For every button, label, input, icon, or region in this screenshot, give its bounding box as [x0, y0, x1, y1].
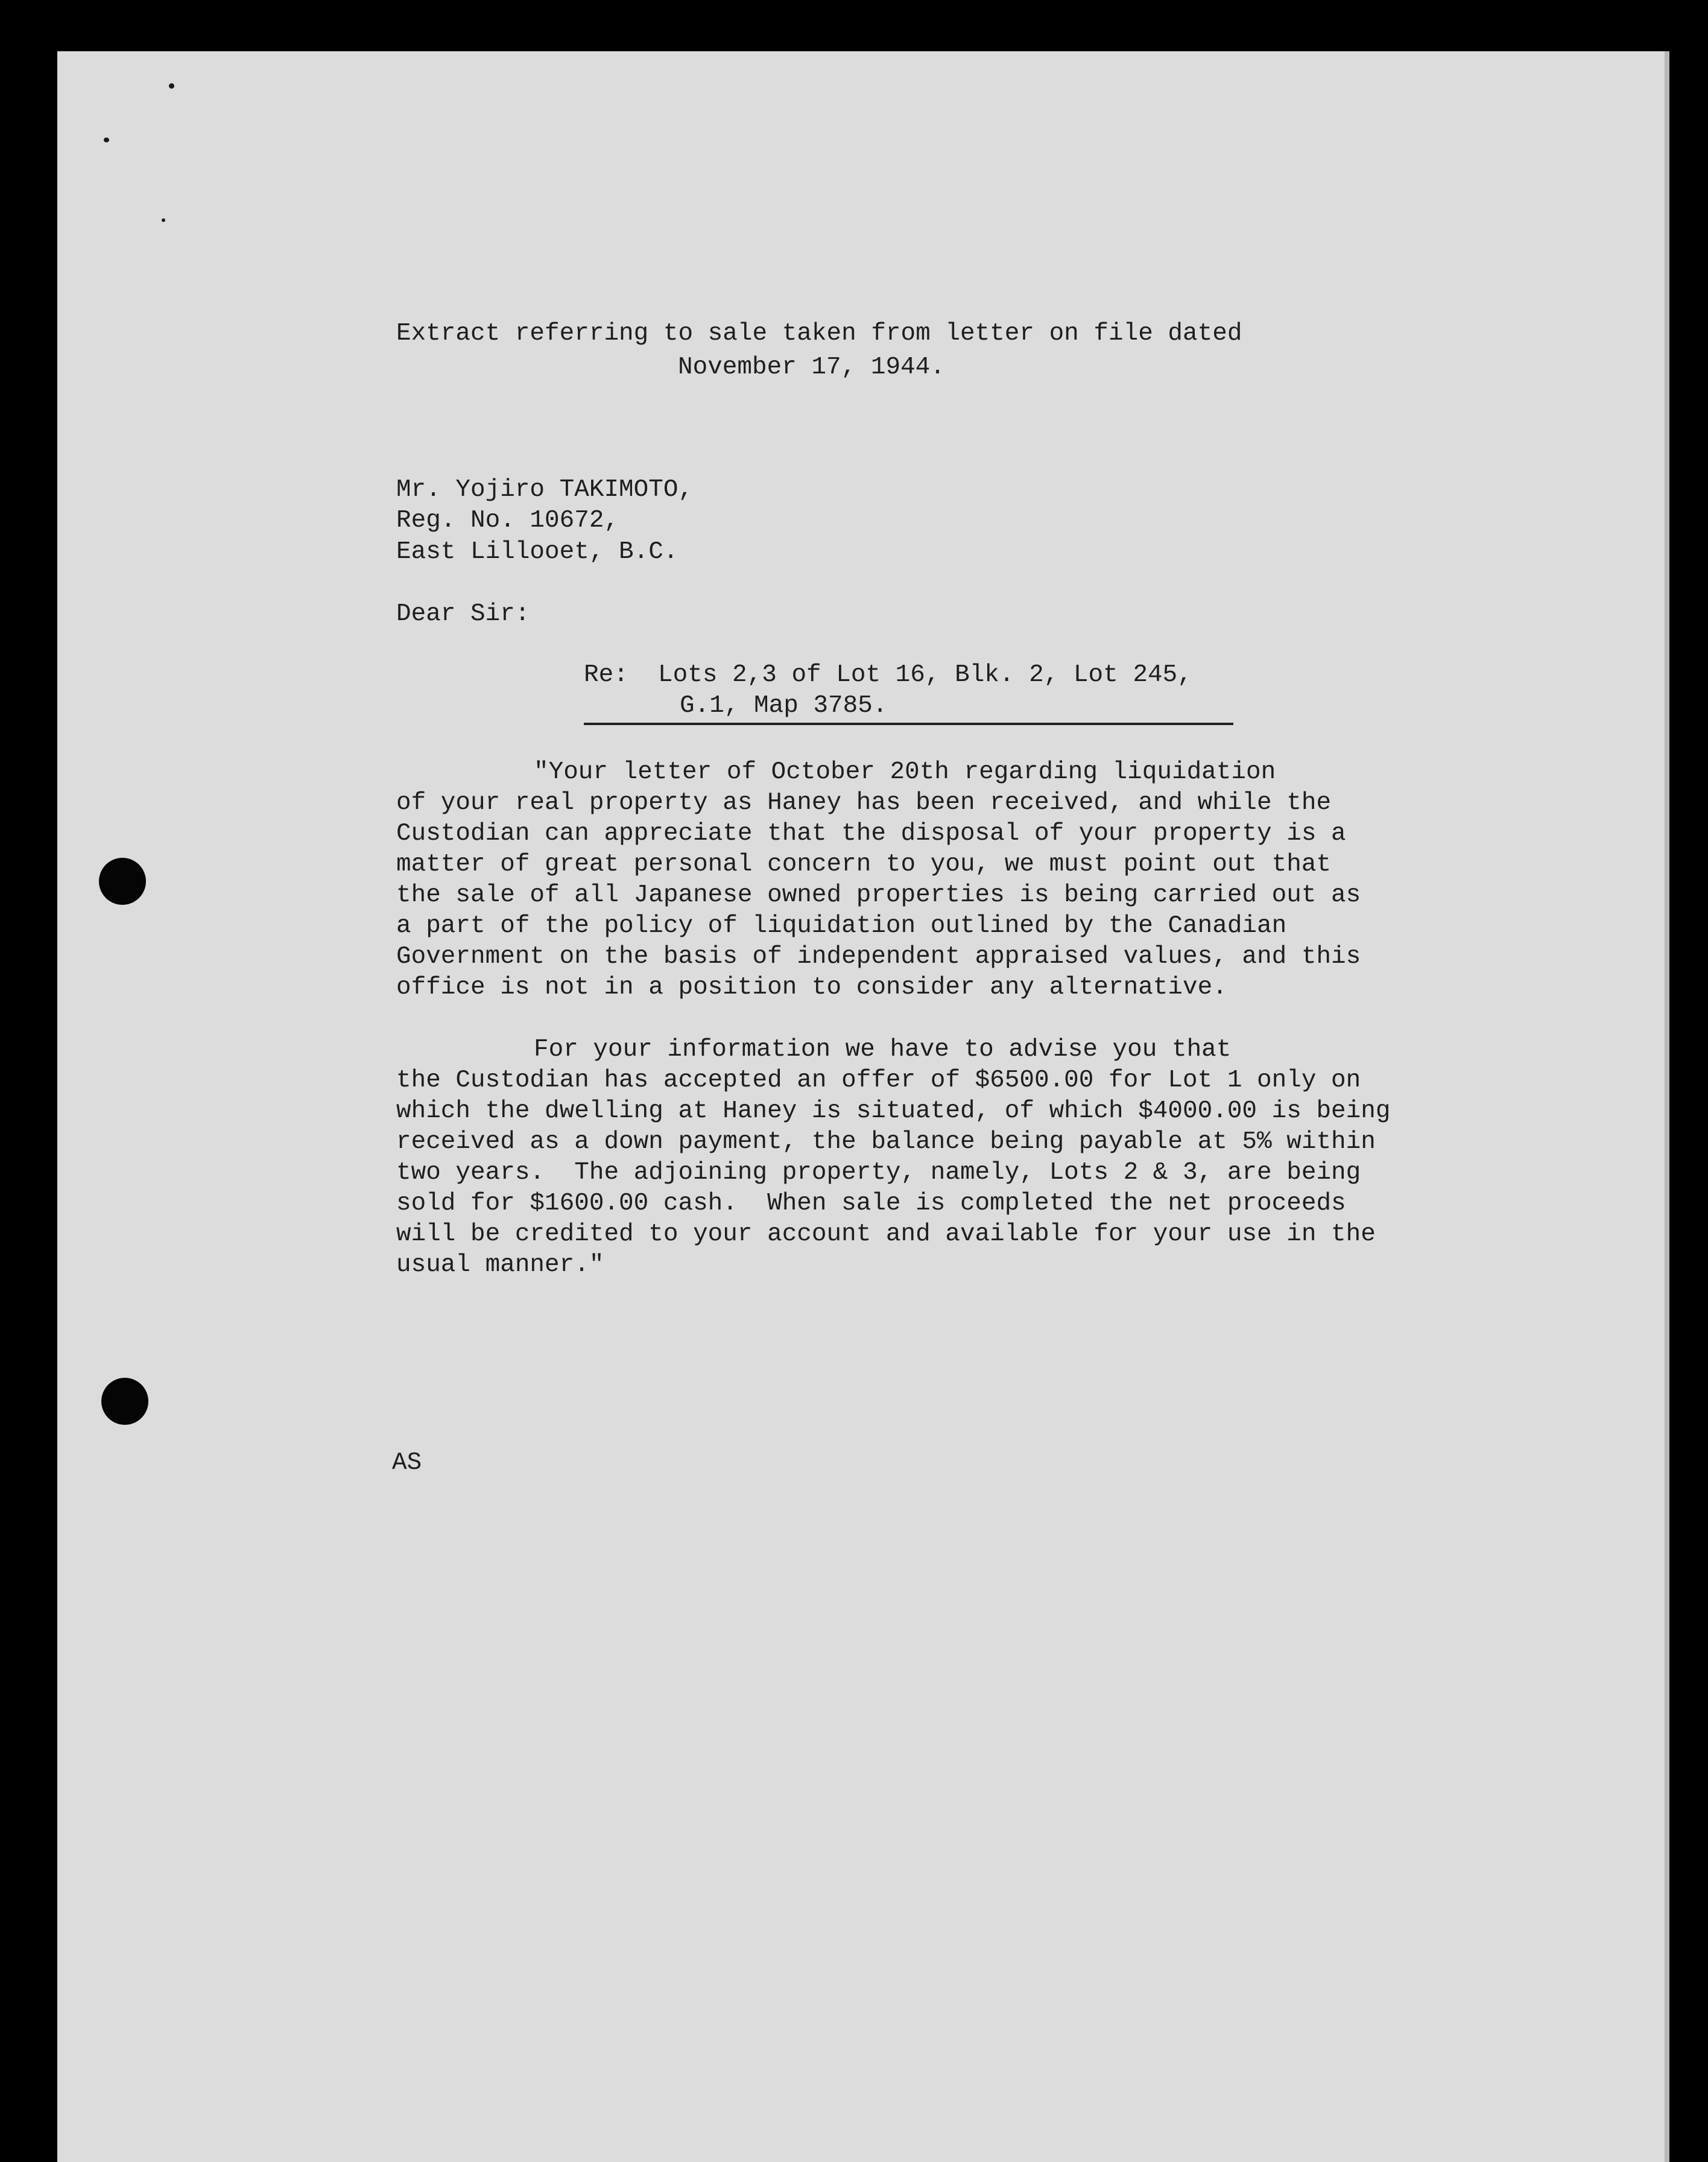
body-paragraph-2-line: which the dwelling at Haney is situated, of which $4000.00 is being	[396, 1097, 1391, 1125]
typist-initials: AS	[392, 1449, 422, 1477]
subject-line2: G.1, Map 3785.	[680, 692, 888, 720]
extract-heading-line1: Extract referring to sale taken from letter on file dated	[396, 320, 1242, 347]
extract-heading-date: November 17, 1944.	[678, 353, 945, 381]
body-paragraph-2-line: sold for $1600.00 cash. When sale is completed the net proceeds	[396, 1190, 1346, 1217]
body-paragraph-1-line: "Your letter of October 20th regarding liquidation	[534, 758, 1276, 786]
body-paragraph-2-line: will be credited to your account and available for your use in the	[396, 1220, 1376, 1248]
body-paragraph-2-line: received as a down payment, the balance being payable at 5% within	[396, 1128, 1376, 1156]
body-paragraph-1-line: Custodian can appreciate that the disposal of your property is a	[396, 820, 1346, 848]
subject-line1: Re: Lots 2,3 of Lot 16, Blk. 2, Lot 245,	[584, 661, 1192, 689]
body-paragraph-1-line: of your real property as Haney has been received, and while the	[396, 789, 1332, 817]
body-paragraph-2-line: two years. The adjoining property, namely, Lots 2 & 3, are being	[396, 1159, 1361, 1187]
body-paragraph-1-line: matter of great personal concern to you, we must point out that	[396, 851, 1332, 878]
addressee-name: Mr. Yojiro TAKIMOTO,	[396, 476, 694, 504]
paper-speck	[104, 138, 109, 142]
paper-speck	[169, 83, 174, 89]
body-paragraph-2-line: For your information we have to advise you that	[534, 1036, 1232, 1064]
punch-hole	[101, 1378, 148, 1425]
body-paragraph-2-line: the Custodian has accepted an offer of $6500.00 for Lot 1 only on	[396, 1067, 1361, 1094]
paper-speck	[162, 218, 165, 222]
body-paragraph-1-line: Government on the basis of independent appraised values, and this	[396, 943, 1361, 971]
addressee-location: East Lillooet, B.C.	[396, 538, 678, 566]
punch-hole	[99, 858, 146, 905]
body-paragraph-1-line: a part of the policy of liquidation outlined by the Canadian	[396, 912, 1287, 940]
body-paragraph-1-line: the sale of all Japanese owned properties is being carried out as	[396, 881, 1361, 909]
addressee-registration: Reg. No. 10672,	[396, 507, 619, 534]
body-paragraph-2-line: usual manner."	[396, 1251, 604, 1279]
body-paragraph-1-line: office is not in a position to consider any alternative.	[396, 974, 1227, 1001]
subject-underline	[584, 723, 1233, 725]
salutation: Dear Sir:	[396, 600, 530, 628]
